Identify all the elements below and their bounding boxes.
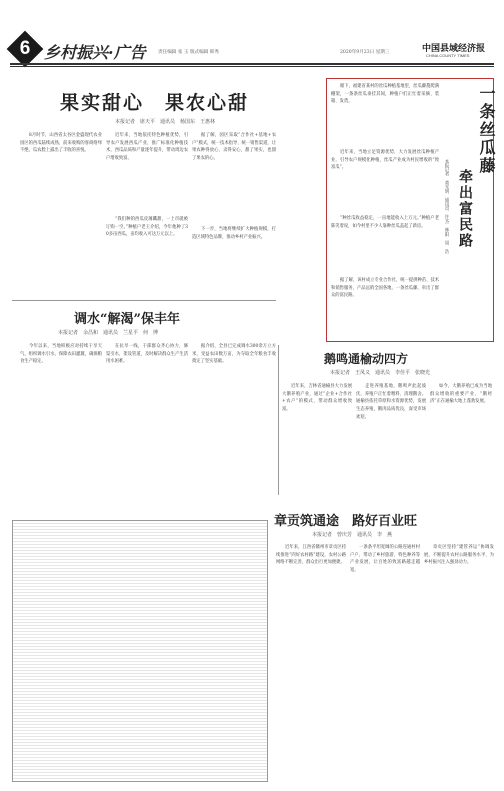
- paragraph: 8月时节，山西省太谷区金盛现代农业园区的西瓜陆续成熟，前来收购的客商络绎不绝，瓜农脸上露出了丰收的喜悦。: [20, 133, 102, 154]
- section-title: 乡村振兴·广告: [44, 43, 146, 62]
- paragraph: 今年以来，当地积极应对持续干旱天气，组织调水引水，保障农田灌溉，确保粮食生产稳定。: [20, 344, 102, 365]
- paper-name-en: CHINA COUNTY TIMES: [426, 53, 470, 58]
- header-divider: [10, 63, 494, 65]
- article-title: 果实甜心 果农心甜: [60, 92, 250, 114]
- paragraph: 如今，大鹅养殖已成为当地群众增收的重要产业，“鹅经济”正在通榆大地上蓬勃发展。: [430, 384, 492, 405]
- paragraph: 据了解，该村成立专业合作社，统一提供种苗、技术和销售服务，产品远销全国各地，一条丝瓜藤，牵出了群众的富民路。: [331, 278, 439, 299]
- paragraph: 下一步，当地将继续扩大种植规模，打造区域特色品牌，推动乡村产业振兴。: [192, 227, 276, 240]
- header-divider-thin: [10, 66, 494, 67]
- article-goose: [0, 350, 504, 500]
- paragraph: 走进养殖基地，鹅鸣声此起彼伏，养殖户正忙着喂料、清理鹅舍。通榆县依托草原和水资源优势，发展生态养殖，鹅肉品质优良，深受市场欢迎。: [356, 384, 426, 420]
- article-title: 鹅鸣通榆动四方: [324, 352, 409, 366]
- paragraph: 据了解，园区采取“合作社+基地+农户”模式，统一技术指导、统一销售渠道，让果农种得放心、卖得安心，甜了果实，也甜了果农的心。: [192, 133, 276, 162]
- page-header: [0, 0, 504, 70]
- paragraph: 章贡区坚持“建管养运”协调发展，不断提升农村公路服务水平，为乡村振兴注入强劲动力。: [424, 545, 494, 566]
- paragraph: 近年来，当地立足资源优势，大力发展丝瓜种植产业，引导农户规模化种植，丝瓜产业成为村民增收的“致富瓜”。: [331, 150, 439, 171]
- header-info: 责任编辑 张 玉 版式编辑 韩秀: [158, 50, 219, 55]
- column-divider: [278, 345, 279, 495]
- article-road: [272, 500, 504, 791]
- article-byline: 本报记者 王凤义 通讯员 李佳平 张晓光: [330, 370, 431, 376]
- paragraph: 眼下，福建省某村的丝瓜种植基地里，丝瓜藤蔓爬满棚架，一条条丝瓜垂挂其间，种植户们正忙着采摘、装箱、发货。: [331, 84, 439, 105]
- paragraph: 一条条平坦宽阔的公路连通村村户户，带动了乡村旅游、特色种养等产业发展，让百姓的致富路越走越宽。: [350, 545, 420, 574]
- article-title: 章贡筑通途 路好百业旺: [274, 514, 418, 529]
- header-date: 2020年9月23日 星期三: [340, 50, 390, 55]
- paragraph: “我们种的西瓜皮薄瓤甜，一上市就被订购一空。”种植户老王介绍，今年他种了30多亩西瓜，亩均收入可达万元以上。: [106, 217, 188, 238]
- paragraph: 在抗旱一线，干部群众齐心协力，修渠引水，架设管道，及时解决群众生产生活用水困难。: [106, 344, 188, 365]
- article-byline: 本报记者 余昌和 通讯员 兰星平 何 博: [58, 330, 159, 336]
- paragraph: 近年来，吉林省通榆县大力发展大鹅养殖产业，通过“企业+合作社+农户”的模式，带动群众增收致富。: [282, 384, 352, 413]
- article-melon-box: [326, 78, 494, 342]
- paragraph: 近年来，当地依托特色种植优势，引导农户发展西瓜产业，推广标准化种植技术，西瓜品质和产量逐年提升，带动周边农户增收致富。: [106, 133, 188, 162]
- article-byline: 本报记者 黄光明 通讯员 许杰 林阳 周 浩: [444, 159, 449, 254]
- article-byline: 本报记者 席天平 通讯员 杨国东 王惠林: [115, 119, 216, 125]
- paragraph: 据介绍，全县已完成调水300余万立方米，受益农田数万亩，为夺取全年粮食丰收奠定了坚实基础。: [192, 344, 276, 365]
- section-divider: [12, 300, 276, 301]
- paragraph: “种丝瓜收益稳定，一亩地能收入上万元。”种植户老陈笑着说，如今村里不少人靠种丝瓜盖起了新房。: [331, 216, 439, 229]
- article-title-sub: 牵出富民路: [457, 169, 473, 249]
- advertisement-block: [12, 520, 268, 782]
- paper-name: 中国县域经济报: [422, 44, 486, 54]
- article-watermelon: [0, 70, 300, 310]
- paragraph: 近年来，江西省赣州市章贡区持续推进“四好农村路”建设，农村公路网络不断完善，群众出行更加便捷。: [276, 545, 346, 566]
- page-number: 6: [19, 38, 31, 59]
- article-title: 调水“解渴”保丰年: [74, 312, 180, 327]
- article-byline: 本报记者 曾庆芳 通讯员 李 燕: [312, 532, 393, 538]
- article-title-main: 一条丝瓜藤: [477, 85, 496, 175]
